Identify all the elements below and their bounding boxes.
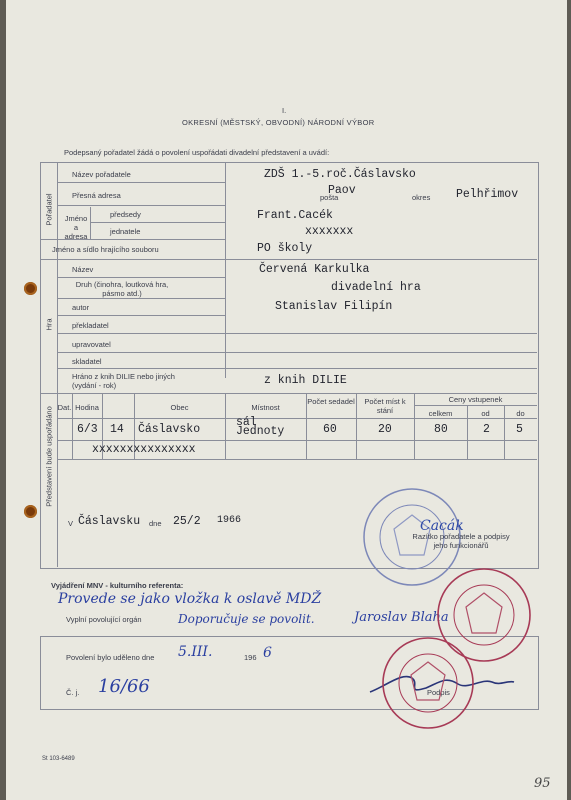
- main-table: [40, 162, 539, 569]
- cell-do: 5: [516, 423, 523, 436]
- cell-dat: 6/3: [77, 423, 98, 436]
- value-posta: Paov: [328, 184, 356, 197]
- place-v: V: [68, 519, 74, 528]
- col-dat: Dat.: [57, 403, 72, 412]
- label-hrano-z-knih: Hráno z knih DILIE nebo jiných (vydání - rok): [72, 372, 175, 390]
- document-sheet: [6, 0, 567, 800]
- col-celkem: celkem: [428, 409, 453, 418]
- place-misto: Čáslavsku: [78, 515, 141, 528]
- label-prekladatel: překladatel: [72, 321, 109, 330]
- place-rok: 1966: [217, 515, 242, 526]
- label-jednatele: jednatele: [110, 227, 141, 236]
- cj-value: 16/66: [98, 676, 150, 697]
- section-poradatel: Pořadatel: [44, 193, 54, 226]
- organizer-signature: Cacák: [420, 518, 464, 534]
- cell-sedadel: 60: [323, 423, 337, 436]
- col-do: do: [516, 409, 525, 418]
- label-okres: okres: [412, 193, 431, 202]
- value-nazev-hry: Červená Karkulka: [259, 263, 370, 276]
- col-hodina: Hodina: [75, 403, 99, 412]
- cell-obec: Čáslavsko: [138, 423, 201, 436]
- permit-year-prefix: 196: [244, 653, 257, 662]
- col-ceny: Ceny vstupenek: [448, 395, 503, 404]
- punch-hole-bottom: [24, 505, 37, 518]
- form-intro: Podepsaný pořadatel žádá o povolení uspořádati divadelní představení a uvádí:: [64, 148, 330, 157]
- punch-hole-top: [24, 282, 37, 295]
- place-dne: dne: [149, 519, 162, 528]
- authority-signature: Jaroslav Blaha: [354, 610, 449, 625]
- cell-stani: 20: [378, 423, 392, 436]
- cell-obec-strike: xxxxxxxxxxxxxxx: [92, 443, 196, 456]
- section-hra: Hra: [44, 318, 54, 331]
- cell-hodina: 14: [110, 423, 124, 436]
- label-skladatel: skladatel: [72, 357, 102, 366]
- label-druh: Druh (činohra, loutková hra, pásmo atd.): [75, 280, 169, 298]
- value-autor: Stanislav Filipín: [275, 300, 393, 313]
- label-upravovatel: upravovatel: [72, 340, 111, 349]
- value-okres: Pelhřimov: [456, 188, 519, 201]
- value-druh: divadelní hra: [331, 281, 421, 294]
- value-predseda: Frant.Cacék: [257, 209, 333, 222]
- permit-day: 5.III.: [178, 644, 213, 660]
- place-datum: 25/2: [173, 515, 201, 528]
- authority-label: Vyplní povolující orgán: [66, 615, 142, 624]
- permit-label: Povolení bylo uděleno dne: [66, 653, 155, 662]
- page-number: 95: [534, 776, 551, 791]
- podpis-label: Podpis: [427, 688, 450, 697]
- label-predsedy: předsedy: [110, 210, 141, 219]
- permit-year-suffix: 6: [263, 645, 272, 661]
- value-jednatel: xxxxxxx: [305, 225, 354, 238]
- col-mistnost: Místnost: [251, 403, 280, 412]
- cj-label: Č. j.: [66, 688, 80, 697]
- col-pocet-sedadel: Počet sedadel: [307, 397, 355, 406]
- authority-text: Doporučuje se povolit.: [178, 612, 315, 626]
- label-posta: pošta: [320, 193, 339, 202]
- stamp-onv: [379, 634, 477, 732]
- label-nazev-poradatele: Název pořadatele: [72, 170, 131, 179]
- col-od: od: [481, 409, 490, 418]
- col-obec: Obec: [170, 403, 189, 412]
- form-code: St 103-6489: [42, 756, 75, 762]
- cell-mistnost: sál Jednoty: [236, 416, 285, 438]
- cell-celkem: 80: [434, 423, 448, 436]
- roman-numeral: I.: [282, 106, 287, 115]
- form-title: OKRESNÍ (MĚSTSKÝ, OBVODNÍ) NÁRODNÍ VÝBOR: [182, 118, 375, 127]
- label-autor: autor: [72, 303, 90, 312]
- label-nazev: Název: [72, 265, 94, 274]
- label-soubor: Jméno a sídlo hrajícího souboru: [52, 245, 159, 254]
- section-predstaveni: Představení bude uspořádáno: [44, 406, 54, 507]
- value-hrano-z-knih: z knih DILIE: [264, 374, 347, 387]
- signature-caption: Razítko pořadatele a podpisy jeho funkcionářů: [412, 532, 510, 550]
- value-soubor: PO školy: [257, 242, 313, 255]
- cell-od: 2: [483, 423, 490, 436]
- value-nazev-poradatele: ZDŠ 1.-5.roč.Čáslavsko: [264, 168, 416, 181]
- col-pocet-stani: Počet míst k stání: [364, 397, 406, 415]
- label-presna-adresa: Přesná adresa: [72, 191, 121, 200]
- label-jmeno-a-adresa: Jméno a adresa: [64, 214, 88, 241]
- opinion-label: Vyjádření MNV - kulturního referenta:: [51, 581, 184, 590]
- opinion-text: Provede se jako vložka k oslavě MDŽ: [58, 591, 322, 607]
